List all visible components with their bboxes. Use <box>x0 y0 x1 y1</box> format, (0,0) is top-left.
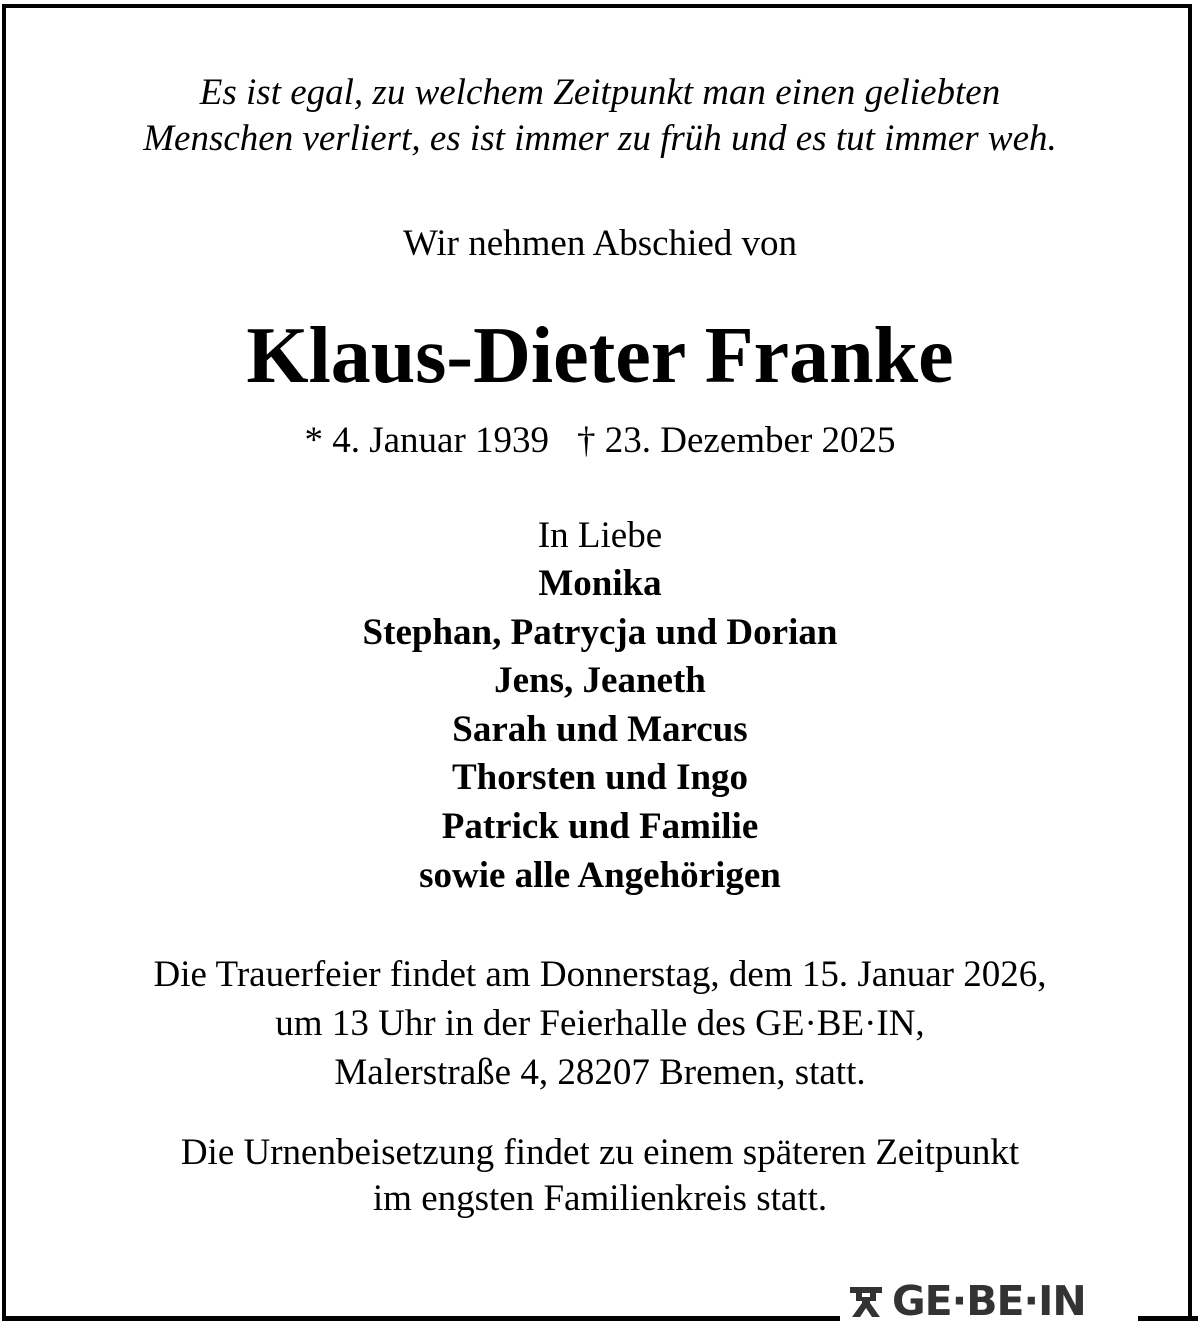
mourner-name: sowie alle Angehörigen <box>419 854 781 896</box>
mourner-name: Thorsten und Ingo <box>451 757 749 799</box>
funeral-home-logo <box>846 1278 1134 1324</box>
mourners-list <box>0 560 1200 900</box>
life-dates <box>0 418 1200 464</box>
bottom-rule <box>2 1316 840 1321</box>
mourner-name: Monika <box>538 563 662 604</box>
quote-line: Menschen verliert, es ist immer zu früh und es tut immer weh. <box>143 118 1057 159</box>
mourner-name: Patrick und Familie <box>441 805 759 847</box>
farewell-intro: Wir nehmen Abschied von <box>402 223 798 264</box>
quote-line: Es ist egal, zu welchem Zeitpunkt man einen geliebten <box>199 72 1001 113</box>
ceremony-line: Die Trauerfeier findet am Donnerstag, dem 15. Januar 2026, <box>153 954 1047 995</box>
ceremony-info <box>0 950 1200 1097</box>
mourner-name: Sarah und Marcus <box>452 708 748 750</box>
death-date: † 23. Dezember 2025 <box>577 420 896 461</box>
bottom-rule <box>1138 1316 1198 1321</box>
ceremony-line: um 13 Uhr in der Feierhalle des GE·BE·IN, <box>275 1003 925 1044</box>
mourner-name: Stephan, Patrycja und Dorian <box>362 611 838 653</box>
burial-line: Die Urnenbeisetzung findet zu einem späteren Zeitpunkt <box>180 1132 1020 1173</box>
deceased-name: Klaus-Dieter Franke <box>246 312 954 400</box>
burial-info <box>0 1130 1200 1222</box>
mourner-name: Jens, Jeaneth <box>494 660 706 702</box>
mourners-intro: In Liebe <box>537 515 663 556</box>
birth-date: * 4. Januar 1939 <box>304 420 550 461</box>
ceremony-line: Malerstraße 4, 28207 Bremen, statt. <box>334 1052 866 1093</box>
logo-wordmark: GE·BE·IN <box>892 1277 1086 1325</box>
gebein-logo-icon <box>846 1281 886 1321</box>
burial-line: im engsten Familienkreis statt. <box>372 1178 828 1219</box>
memorial-quote <box>40 70 1160 162</box>
